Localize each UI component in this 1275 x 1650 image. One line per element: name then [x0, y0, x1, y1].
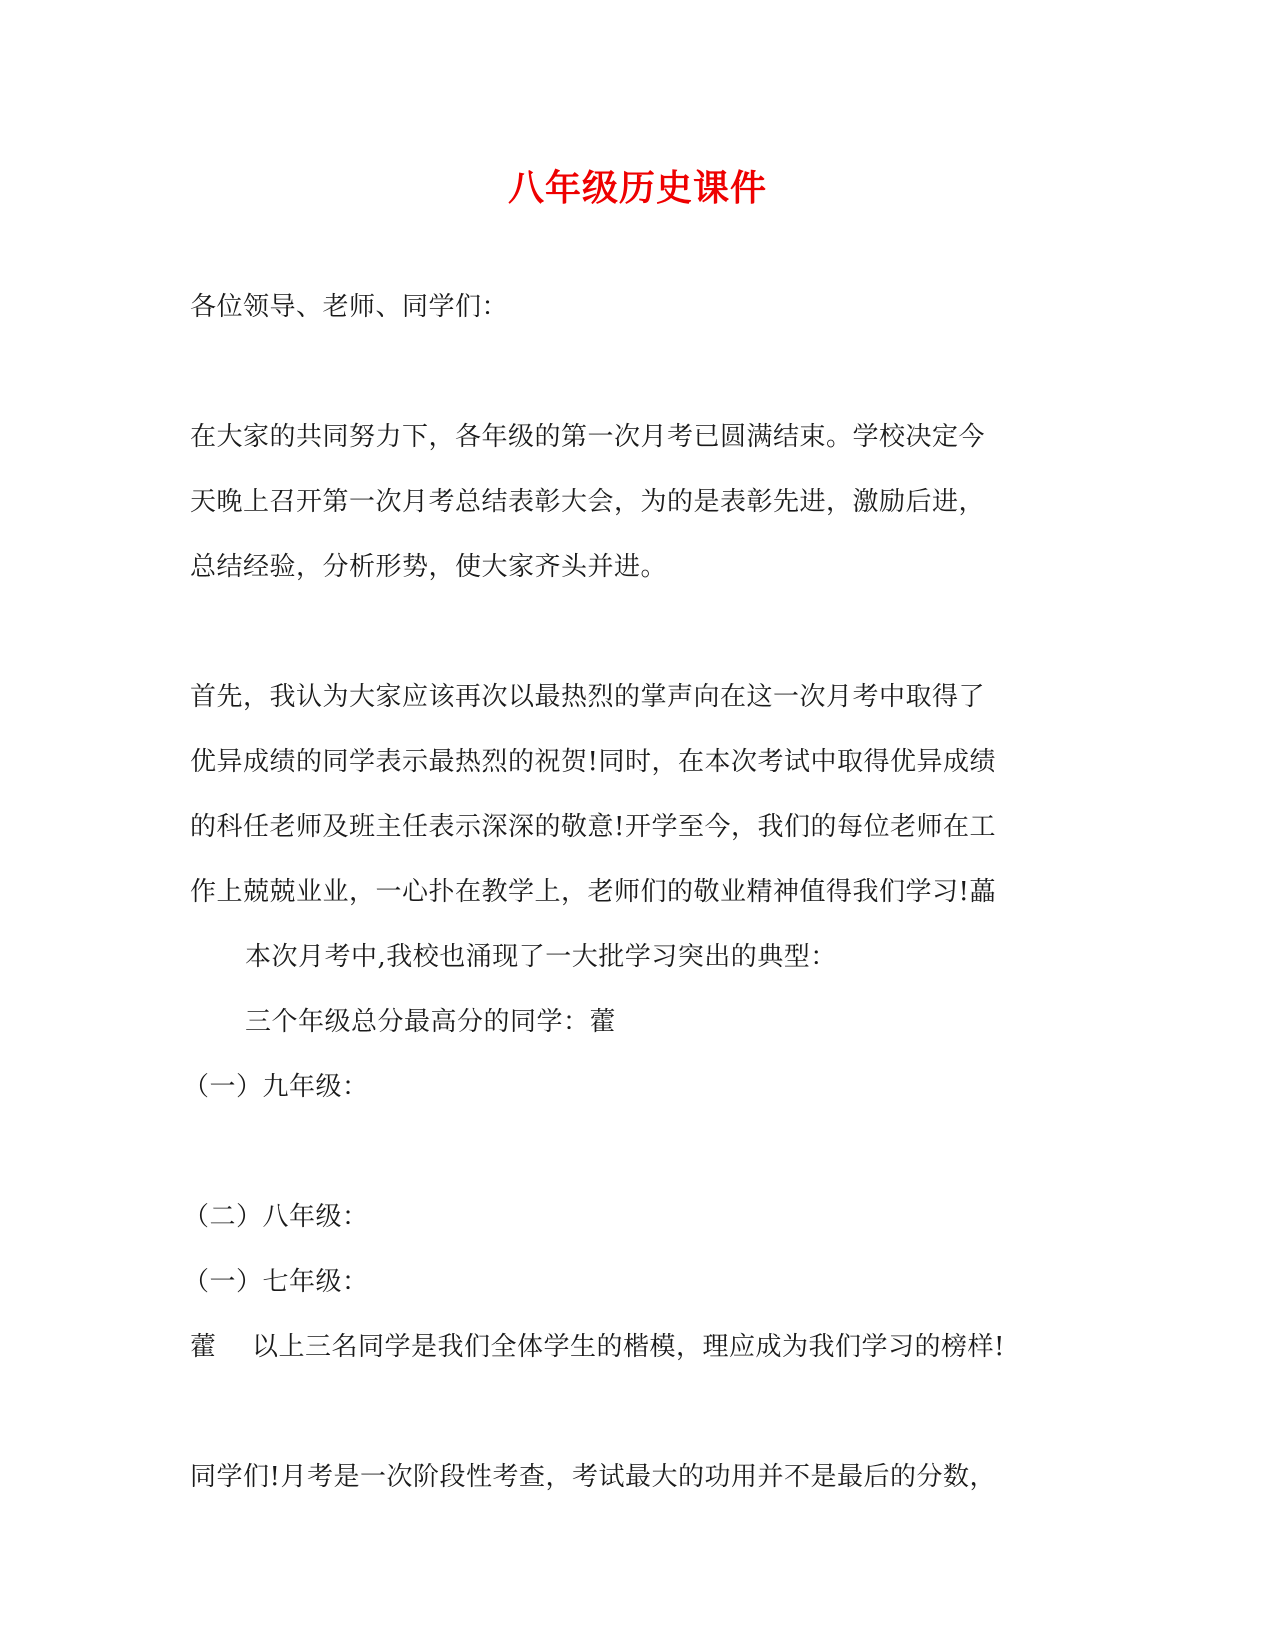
- paragraph-1-line-2: 天晚上召开第一次月考总结表彰大会，为的是表彰先进，激励后进，: [190, 487, 986, 517]
- paragraph-2-line-1: 首先，我认为大家应该再次以最热烈的掌声向在这一次月考中取得了: [190, 682, 986, 712]
- role-model-text: 以上三名同学是我们全体学生的楷模，理应成为我们学习的榜样!: [252, 1332, 1005, 1362]
- paragraph-2-line-4: 作上兢兢业业，一心扑在教学上，老师们的敬业精神值得我们学习!藟: [190, 877, 996, 907]
- paragraph-4: 三个年级总分最高分的同学：藿: [245, 1007, 617, 1037]
- document-title: 八年级历史课件: [507, 167, 767, 209]
- greeting: 各位领导、老师、同学们：: [190, 292, 509, 322]
- grade-7-heading: （一）七年级：: [183, 1267, 369, 1297]
- role-model-line: [190, 1330, 1005, 1364]
- grade-9-heading: （一）九年级：: [183, 1072, 369, 1102]
- paragraph-2-line-2: 优异成绩的同学表示最热烈的祝贺!同时，在本次考试中取得优异成绩: [190, 747, 996, 777]
- paragraph-1-line-1: 在大家的共同努力下，各年级的第一次月考已圆满结束。学校决定今: [190, 422, 986, 452]
- closing-line: 同学们!月考是一次阶段性考查，考试最大的功用并不是最后的分数，: [190, 1462, 996, 1492]
- paragraph-1-line-3: 总结经验，分析形势，使大家齐头并进。: [190, 552, 668, 582]
- paragraph-2-line-3: 的科任老师及班主任表示深深的敬意!开学至今，我们的每位老师在工: [190, 812, 996, 842]
- grade-8-heading: （二）八年级：: [183, 1202, 369, 1232]
- paragraph-3: 本次月考中,我校也涌现了一大批学习突出的典型：: [245, 942, 837, 972]
- role-model-mark: 藿: [190, 1332, 217, 1362]
